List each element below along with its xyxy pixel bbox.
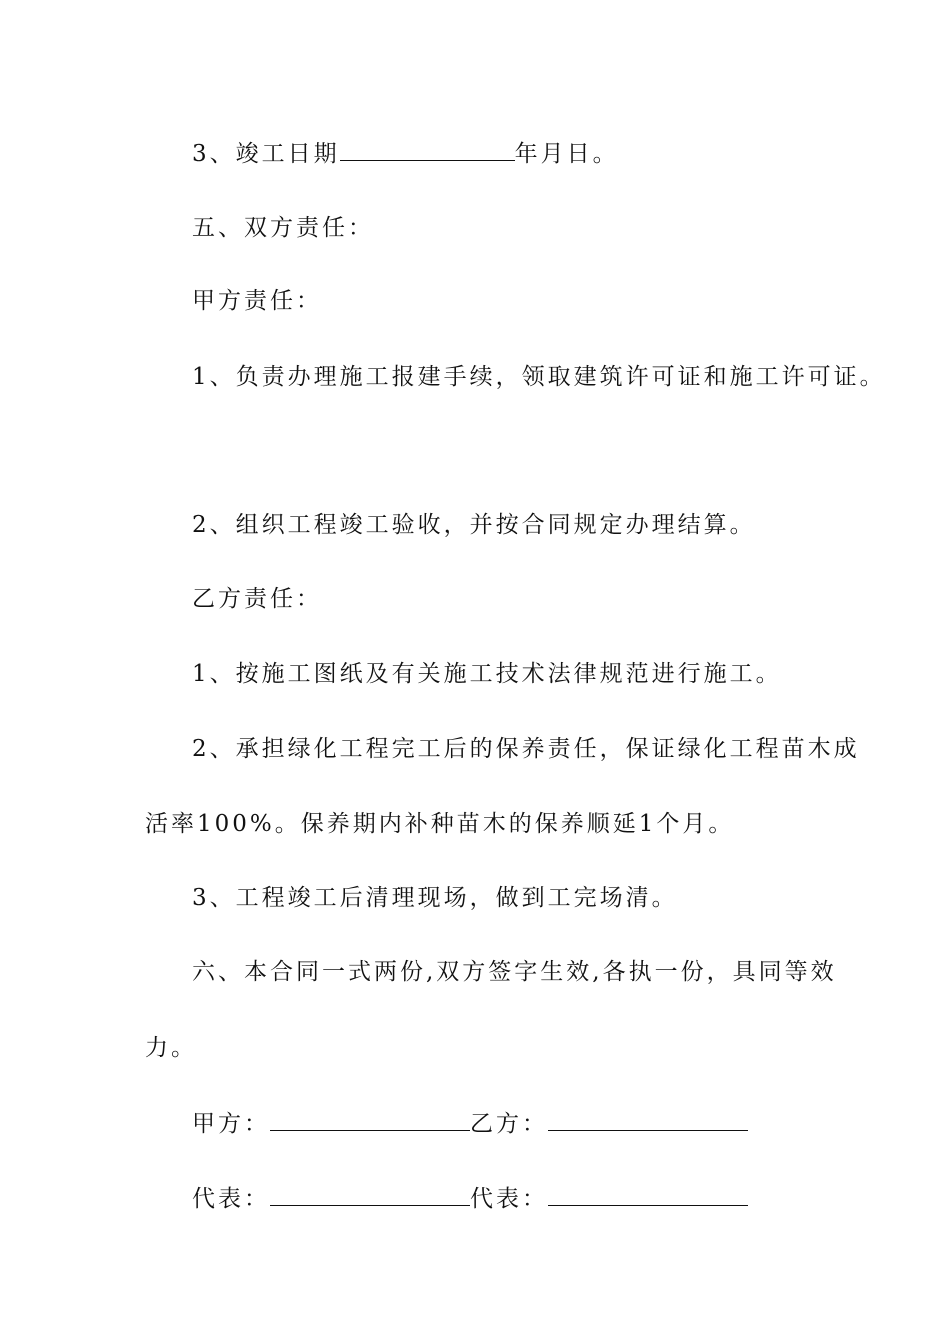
section-six-line-2: 力。 (145, 1035, 197, 1061)
rep-b-signature-blank[interactable] (548, 1183, 748, 1206)
completion-date-blank[interactable] (340, 138, 515, 161)
signature-row-parties (192, 1108, 748, 1139)
party-b-label: 乙方： (470, 1111, 548, 1137)
section-six-line-1: 六、本合同一式两份,双方签字生效,各执一份，具同等效 (192, 959, 837, 985)
party-b-item-3: 3、工程竣工后清理现场，做到工完场清。 (192, 885, 678, 911)
party-b-item-2-line-2: 活率100%。保养期内补种苗木的保养顺延1个月。 (145, 811, 735, 837)
party-a-item-2: 2、组织工程竣工验收，并按合同规定办理结算。 (192, 512, 756, 538)
rep-b-label: 代表： (470, 1186, 548, 1212)
party-b-responsibility-heading: 乙方责任： (192, 586, 322, 612)
section-heading-responsibilities: 五、双方责任： (192, 215, 374, 241)
party-a-label: 甲方： (192, 1111, 270, 1137)
rep-a-label: 代表： (192, 1186, 270, 1212)
party-a-responsibility-heading: 甲方责任： (192, 288, 322, 314)
party-b-signature-blank[interactable] (548, 1108, 748, 1131)
party-a-item-1: 1、负责办理施工报建手续，领取建筑许可证和施工许可证。 (192, 364, 886, 390)
completion-date-label: 3、竣工日期 (192, 141, 340, 167)
party-b-item-2-line-1: 2、承担绿化工程完工后的保养责任，保证绿化工程苗木成 (192, 736, 860, 762)
completion-date-suffix: 年月日。 (514, 141, 619, 167)
signature-row-representatives (192, 1183, 748, 1214)
party-b-item-1: 1、按施工图纸及有关施工技术法律规范进行施工。 (192, 661, 782, 687)
completion-date-line (192, 138, 619, 169)
party-a-signature-blank[interactable] (270, 1108, 470, 1131)
rep-a-signature-blank[interactable] (270, 1183, 470, 1206)
